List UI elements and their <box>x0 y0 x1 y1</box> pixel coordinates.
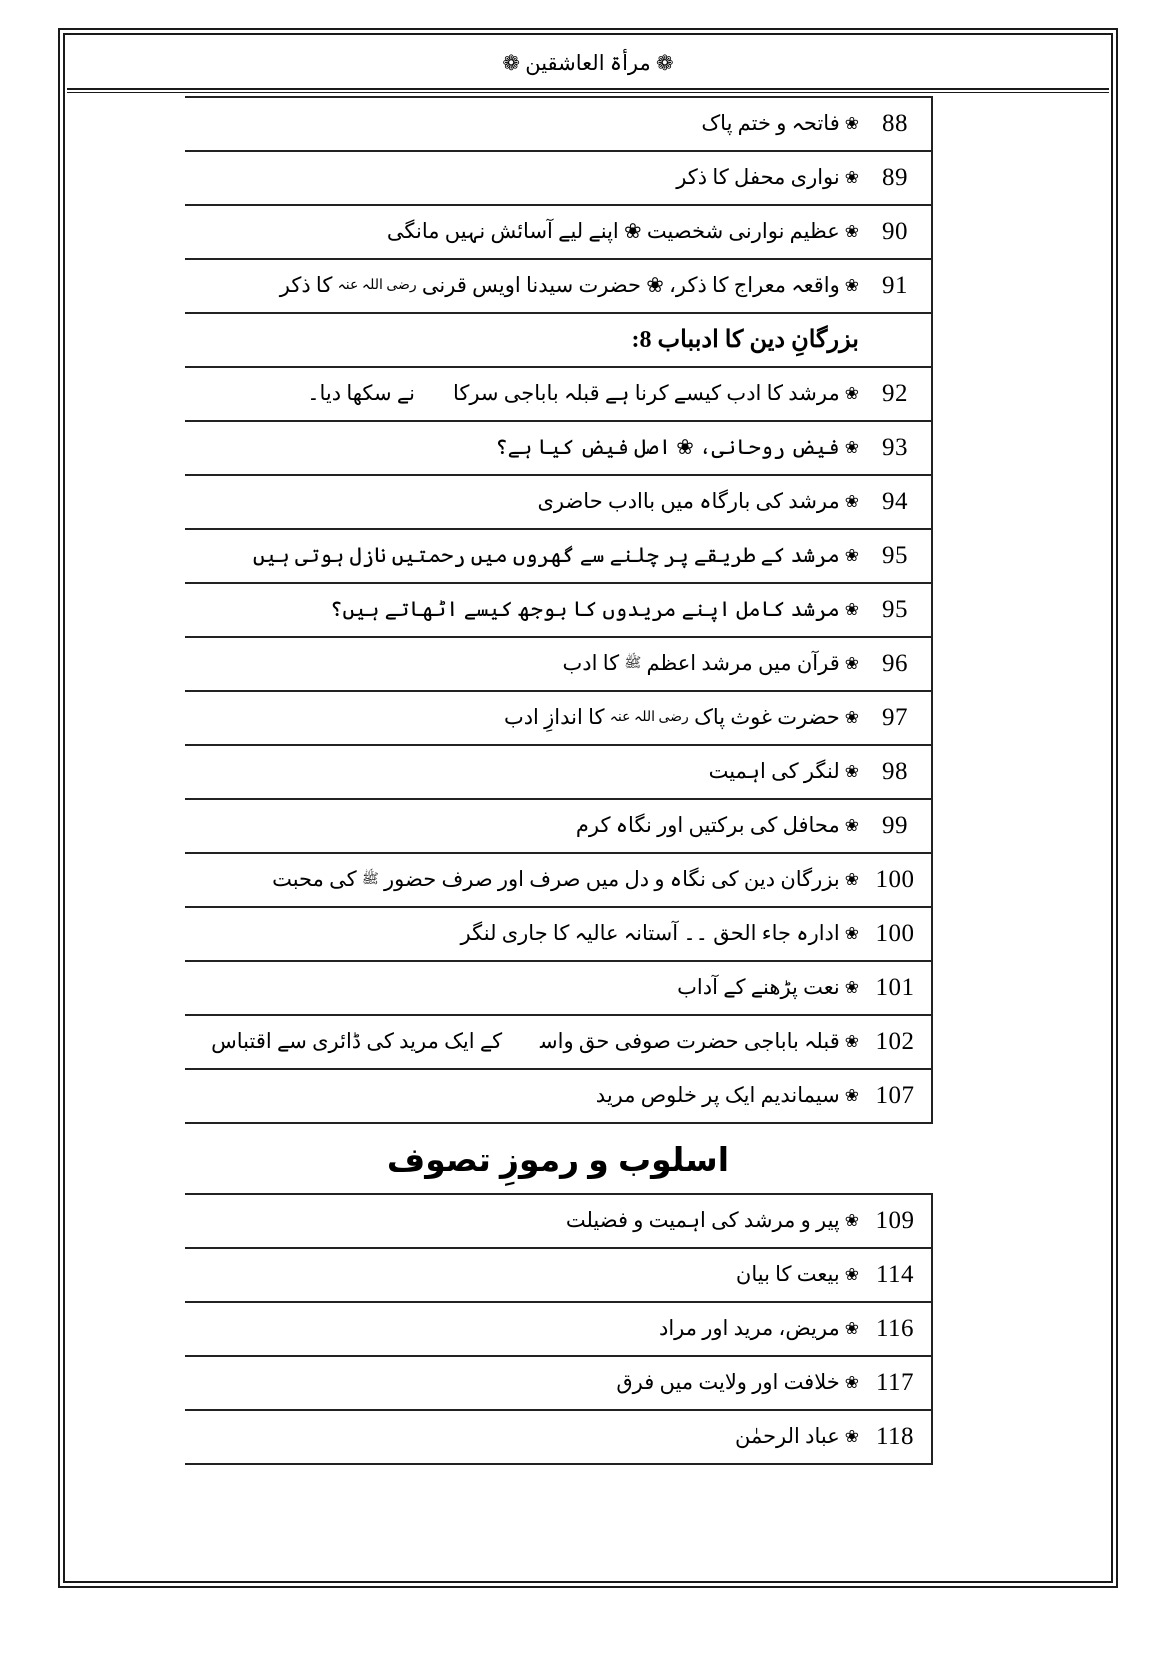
flower-bullet-icon: ❀ <box>844 1319 859 1339</box>
toc-row[interactable] <box>185 151 932 205</box>
flower-bullet-icon: ❀ <box>844 1211 859 1231</box>
flower-bullet-icon: ❀ <box>844 168 859 188</box>
toc-row[interactable] <box>185 799 932 853</box>
toc-row[interactable] <box>185 637 932 691</box>
toc-chapter-row[interactable] <box>185 313 932 367</box>
toc-entry-title[interactable]: ❀بیعت کا بیان <box>185 1248 859 1302</box>
flower-bullet-icon: ❀ <box>844 870 859 890</box>
toc-page-number: 94 <box>859 475 932 529</box>
toc-page-number: 88 <box>859 97 932 151</box>
flower-bullet-icon: ❀ <box>844 222 859 242</box>
header-divider <box>67 88 1109 93</box>
book-title: ❁ مرأۃ العاشقین ❁ <box>502 51 674 75</box>
toc-entry-title[interactable]: ❀حضرت غوث پاک رضی اللہ عنہ کا اندازِ ادب <box>185 691 859 745</box>
toc-entry-title[interactable]: ❀مرشد کے طریقے پر چلنے سے گھروں میں رحمتیں نازل ہوتی ہیں <box>185 529 859 583</box>
toc-page-number: 116 <box>859 1302 932 1356</box>
toc-page-number: 95 <box>859 583 932 637</box>
toc-row[interactable] <box>185 1069 932 1123</box>
toc-page-number: 100 <box>859 853 932 907</box>
toc-chapter-label: باب 8: <box>631 327 695 353</box>
flower-bullet-icon: ❀ <box>844 924 859 944</box>
toc-row[interactable] <box>185 691 932 745</box>
toc-entry-title[interactable]: ❀فاتحہ و ختم پاک <box>185 97 859 151</box>
toc-page-number: 109 <box>859 1194 932 1248</box>
flower-bullet-icon: ❀ <box>844 654 859 674</box>
flower-bullet-icon: ❀ <box>844 708 859 728</box>
toc-section-heading: اسلوب و رموزِ تصوف <box>386 1141 730 1178</box>
honorific-sallallahu: ﷺ <box>624 656 642 672</box>
toc-entry-title[interactable]: ❀مرشد کی بارگاہ میں باادب حاضری <box>185 475 859 529</box>
toc-entry-title[interactable]: ❀مرشد کامل اپنے مریدوں کا بوجھ کیسے اٹھاتے ہیں؟ <box>185 583 859 637</box>
toc-page-number: 97 <box>859 691 932 745</box>
toc-entry-title[interactable]: ❀ادارہ جاء الحق ۔۔ آستانہ عالیہ کا جاری لنگر <box>185 907 859 961</box>
toc-row[interactable] <box>185 205 932 259</box>
toc-row[interactable] <box>185 583 932 637</box>
honorific-sallallahu: ﷺ <box>361 872 379 888</box>
toc-entry-title[interactable]: ❀مرشد کا ادب کیسے کرنا ہے قبلہ باباجی سرکارؒ نے سکھا دیا۔ <box>185 367 859 421</box>
toc-page-number: 114 <box>859 1248 932 1302</box>
flower-bullet-icon: ❀ <box>844 816 859 836</box>
toc-page-number: 101 <box>859 961 932 1015</box>
toc-page-number: 90 <box>859 205 932 259</box>
flower-bullet-icon: ❀ <box>844 114 859 134</box>
flower-bullet-icon: ❀ <box>844 978 859 998</box>
toc-row[interactable] <box>185 259 932 313</box>
toc-entry-title[interactable]: ❀پیر و مرشد کی اہمیت و فضیلت <box>185 1194 859 1248</box>
toc-page-number: 96 <box>859 637 932 691</box>
toc-page-number: 107 <box>859 1069 932 1123</box>
toc-entry-title[interactable]: ❀قرآن میں مرشد اعظم ﷺ کا ادب <box>185 637 859 691</box>
toc-entry-title[interactable]: ❀بزرگان دین کی نگاہ و دل میں صرف اور صرف حضور ﷺ کی محبت <box>185 853 859 907</box>
honorific-radiallahu: رضی اللہ عنہ <box>337 278 417 294</box>
toc-content <box>185 96 931 1465</box>
page-header <box>67 37 1109 90</box>
flower-bullet-icon: ❀ <box>844 1373 859 1393</box>
toc-page-number: 95 <box>859 529 932 583</box>
toc-entry-title[interactable]: ❀سیماندیم ایک پر خلوص مرید <box>185 1069 859 1123</box>
toc-page-number: 99 <box>859 799 932 853</box>
toc-table <box>185 96 933 1124</box>
toc-entry-title[interactable]: ❀خلافت اور ولایت میں فرق <box>185 1356 859 1410</box>
toc-row[interactable] <box>185 97 932 151</box>
toc-row[interactable] <box>185 1302 932 1356</box>
toc-chapter-body: بزرگانِ دین کا ادب <box>694 327 859 353</box>
toc-row[interactable] <box>185 1356 932 1410</box>
toc-row[interactable] <box>185 853 932 907</box>
toc-chapter-page-number <box>859 313 932 367</box>
toc-page-number: 102 <box>859 1015 932 1069</box>
flower-bullet-icon: ❀ <box>844 1427 859 1447</box>
toc-row[interactable] <box>185 961 932 1015</box>
toc-entry-title[interactable]: ❀واقعہ معراج کا ذکر، ❀ حضرت سیدنا اویس قرنی رضی اللہ عنہ کا ذکر <box>185 259 859 313</box>
toc-entry-title[interactable]: ❀نواری محفل کا ذکر <box>185 151 859 205</box>
toc-row[interactable] <box>185 907 932 961</box>
flower-bullet-icon: ❀ <box>844 1032 859 1052</box>
toc-entry-title[interactable]: ❀مریض، مرید اور مراد <box>185 1302 859 1356</box>
toc-row[interactable] <box>185 1248 932 1302</box>
flower-bullet-icon: ❀ <box>844 492 859 512</box>
flower-bullet-icon: ❀ <box>844 1265 859 1285</box>
toc-entry-title[interactable]: ❀لنگر کی اہمیت <box>185 745 859 799</box>
flower-bullet-icon: ❀ <box>844 762 859 782</box>
toc-row[interactable] <box>185 1194 932 1248</box>
toc-chapter-title[interactable] <box>185 313 859 367</box>
toc-page-number: 89 <box>859 151 932 205</box>
toc-entry-title[interactable]: ❀عباد الرحمٰن <box>185 1410 859 1464</box>
toc-page-number: 117 <box>859 1356 932 1410</box>
flower-bullet-icon: ❀ <box>844 438 859 458</box>
toc-entry-title[interactable]: ❀محافل کی برکتیں اور نگاہ کرم <box>185 799 859 853</box>
toc-table <box>185 1193 933 1465</box>
toc-page-number: 93 <box>859 421 932 475</box>
toc-row[interactable] <box>185 1015 932 1069</box>
toc-row[interactable] <box>185 745 932 799</box>
toc-page-number: 100 <box>859 907 932 961</box>
flower-bullet-icon: ❀ <box>844 1086 859 1106</box>
toc-entry-title[interactable]: ❀نعت پڑھنے کے آداب <box>185 961 859 1015</box>
toc-row[interactable] <box>185 529 932 583</box>
toc-row[interactable] <box>185 421 932 475</box>
toc-row[interactable] <box>185 367 932 421</box>
flower-bullet-icon: ❀ <box>844 546 859 566</box>
flower-bullet-icon: ❀ <box>844 276 859 296</box>
toc-page-number: 98 <box>859 745 932 799</box>
toc-entry-title[interactable]: ❀عظیم نوارنی شخصیت ❀ اپنے لیے آسائش نہیں مانگی <box>185 205 859 259</box>
toc-page-number: 91 <box>859 259 932 313</box>
toc-entry-title[interactable]: ❀فیض روحانی، ❀ اصل فیض کیا ہے؟ <box>185 421 859 475</box>
toc-row[interactable] <box>185 475 932 529</box>
flower-bullet-icon: ❀ <box>844 384 859 404</box>
toc-page-number: 92 <box>859 367 932 421</box>
toc-entry-title[interactable]: ❀قبلہ باباجی حضرت صوفی حق واسعؒ کے ایک مرید کی ڈائری سے اقتباس <box>185 1015 859 1069</box>
toc-row[interactable] <box>185 1410 932 1464</box>
toc-page-number: 118 <box>859 1410 932 1464</box>
honorific-radiallahu: رضی اللہ عنہ <box>609 710 689 726</box>
flower-bullet-icon: ❀ <box>844 600 859 620</box>
